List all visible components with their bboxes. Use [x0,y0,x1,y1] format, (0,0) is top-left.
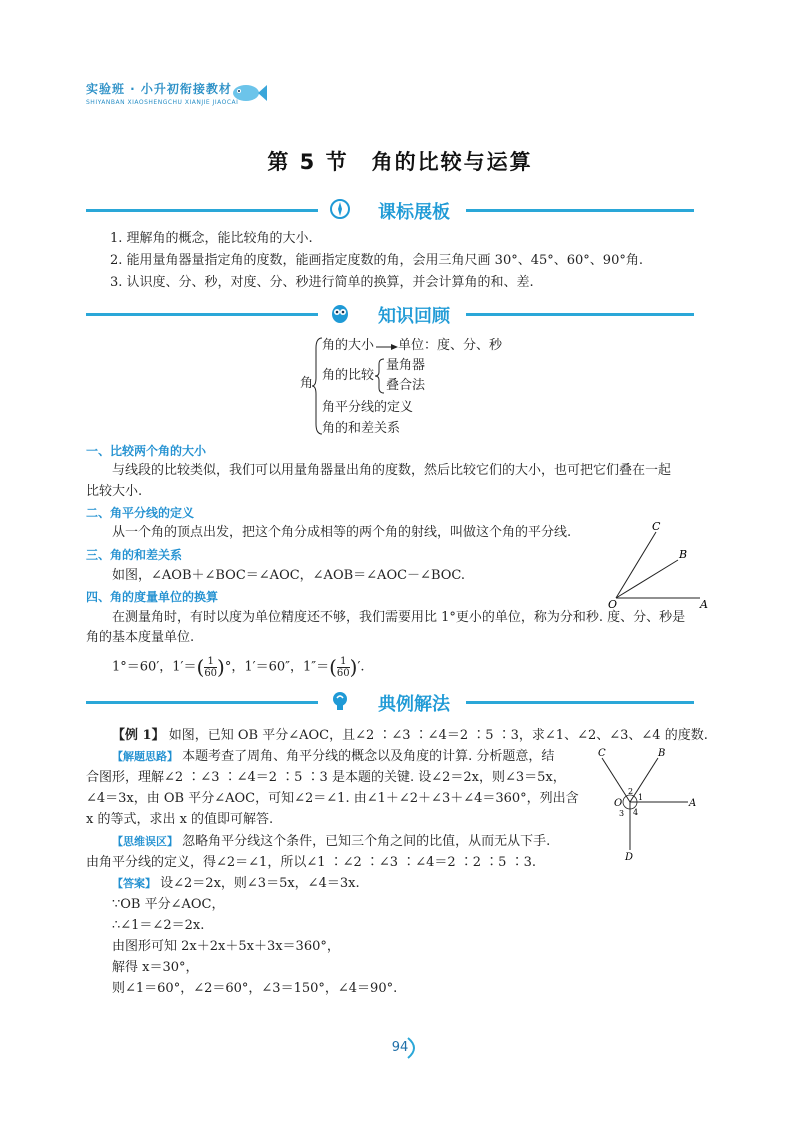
example-question-text: 如图，已知 OB 平分∠AOC，且∠2 ∶∠3 ∶∠4＝2 ∶5 ∶3，求∠1、∠2、∠3、∠4 的度数. [168,728,708,743]
answer-text-1: 设∠2＝2x，则∠3＝5x，∠4＝3x. [160,876,360,891]
fig2-angle-3: 3 [619,809,625,818]
answer-text-2: ∵OB 平分∠AOC， [112,897,225,912]
fig2-label-c: C [598,748,606,759]
answer-line-1 [112,874,360,894]
kp-heading-2: 二、角平分线的定义 [86,506,195,520]
idea-text-4: x 的等式，求出 x 的值即可解答. [86,812,274,827]
figure-four-angles [588,744,702,864]
tree-branch-sumdiff: 角的和差关系 [322,421,401,436]
fig1-label-a: A [700,598,708,610]
fig1-label-c: C [652,520,661,533]
fig2-angle-4: 4 [633,808,639,817]
kp-text-1b: 比较大小. [86,484,143,499]
tree-branch-bisector: 角平分线的定义 [322,400,414,415]
idea-line-1 [112,747,554,767]
idea-tag: 【解题思路】 [112,750,178,763]
kp-heading-1: 一、比较两个角的大小 [86,444,207,458]
fig2-angle-2: 2 [628,787,634,796]
tree-root: 角 [300,376,314,391]
fig2-label-o: O [614,798,623,809]
formula-part-b: °，1′＝60″，1″＝ [224,659,330,675]
tree-branch-compare: 角的比较 [322,368,375,383]
page-title: 第 5 节 角的比较与运算 [267,150,533,174]
tree-brace-compare [375,358,385,394]
example-tag: 【例 1】 [112,728,165,743]
fig2-label-d: D [625,852,634,863]
brand-pinyin: SHIYANBAN XIAOSHENGCHU XIANJIE JIAOCAI [86,99,239,106]
tree-branch-size: 角的大小 [322,338,375,353]
wave-decoration-icon [404,1036,422,1060]
answer-text-5: 解得 x＝30°， [112,960,199,975]
answer-text-6: 则∠1＝60°，∠2＝60°，∠3＝150°，∠4＝90°. [112,981,398,996]
section-header-goals [86,196,694,226]
formula-part-a: 1°＝60′，1′＝ [112,659,197,675]
section-title-review: 知识回顾 [378,306,450,327]
fig1-label-o: O [608,598,618,610]
page-number: 94 [391,1040,409,1055]
figure-angle-aoc [600,518,710,610]
kp-text-3: 如图，∠AOB＋∠BOC＝∠AOC，∠AOB＝∠AOC－∠BOC. [112,568,466,583]
fig2-angle-1: 1 [638,793,644,802]
goal-3: 3. 认识度、分、秒，对度、分、秒进行简单的换算，并会计算角的和、差. [110,275,534,290]
answer-tag: 【答案】 [112,877,156,890]
error-tag: 【思维误区】 [112,835,178,848]
section-header-examples [86,688,694,718]
section-title-examples: 典例解法 [378,694,450,715]
idea-text-3: ∠4＝3x，由 OB 平分∠AOC，可知∠2＝∠1. 由∠1＋∠2＋∠3＋∠4＝360°，列出含 [86,791,579,806]
tree-leaf-overlap: 叠合法 [386,378,426,393]
formula-part-c: ′. [357,659,365,675]
unit-conversion-formula: 1°＝60′，1′＝( $\frac{1}{60}$ )°，1′＝60″，1″＝( $\frac{1}{60}$ )′. [112,655,365,679]
error-line-1 [112,832,550,852]
arrow-right-icon [376,343,398,351]
fraction-1: $\frac{1}{60}$ [204,655,218,679]
tree-leaf-protractor: 量角器 [386,358,426,373]
fig2-label-b: B [658,748,666,759]
goal-2: 2. 能用量角器量指定角的度数，能画指定度数的角，会用三角尺画 30°、45°、60°、90°角. [110,253,643,268]
brand-header [86,80,238,106]
fish-logo-icon [228,80,268,106]
answer-text-3: ∴∠1＝∠2＝2x. [112,918,205,933]
kp-heading-3: 三、角的和差关系 [86,548,183,562]
kp-text-4a: 在测量角时，有时以度为单位精度还不够，我们需要用比 1°更小的单位，称为分和秒. 度、分、秒是 [112,610,686,625]
kp-heading-4: 四、角的度量单位的换算 [86,590,219,604]
error-text-1: 忽略角平分线这个条件，已知三个角之间的比值，从而无从下手. [182,834,551,849]
idea-text-2: 合图形，理解∠2 ∶∠3 ∶∠4＝2 ∶5 ∶3 是本题的关键. 设∠2＝2x，则∠3＝5x， [86,770,566,785]
kp-text-1a: 与线段的比较类似，我们可以用量角器量出角的度数，然后比较它们的大小，也可把它们叠在一起 [112,463,672,478]
fraction-2: $\frac{1}{60}$ [336,655,350,679]
fig1-label-b: B [679,548,688,561]
answer-text-4: 由图形可知 2x＋2x＋5x＋3x＝360°， [112,939,340,954]
kp-text-4b: 角的基本度量单位. [86,630,195,645]
idea-text-1: 本题考查了周角、角平分线的概念以及角度的计算. 分析题意，结 [182,749,555,764]
goal-1: 1. 理解角的概念，能比较角的大小. [110,231,313,246]
section-title-goals: 课标展板 [378,202,450,223]
error-text-2: 由角平分线的定义，得∠2＝∠1，所以∠1 ∶∠2 ∶∠3 ∶∠4＝2 ∶2 ∶5 ∶3. [86,855,536,870]
fig2-label-a: A [689,798,697,809]
brand-title: 实验班 · 小升初衔接教材 [86,82,232,96]
example-question [112,726,708,746]
section-header-review [86,300,694,330]
tree-branch-size-unit: 单位：度、分、秒 [398,338,503,353]
kp-text-2: 从一个角的顶点出发，把这个角分成相等的两个角的射线，叫做这个角的平分线. [112,525,572,540]
